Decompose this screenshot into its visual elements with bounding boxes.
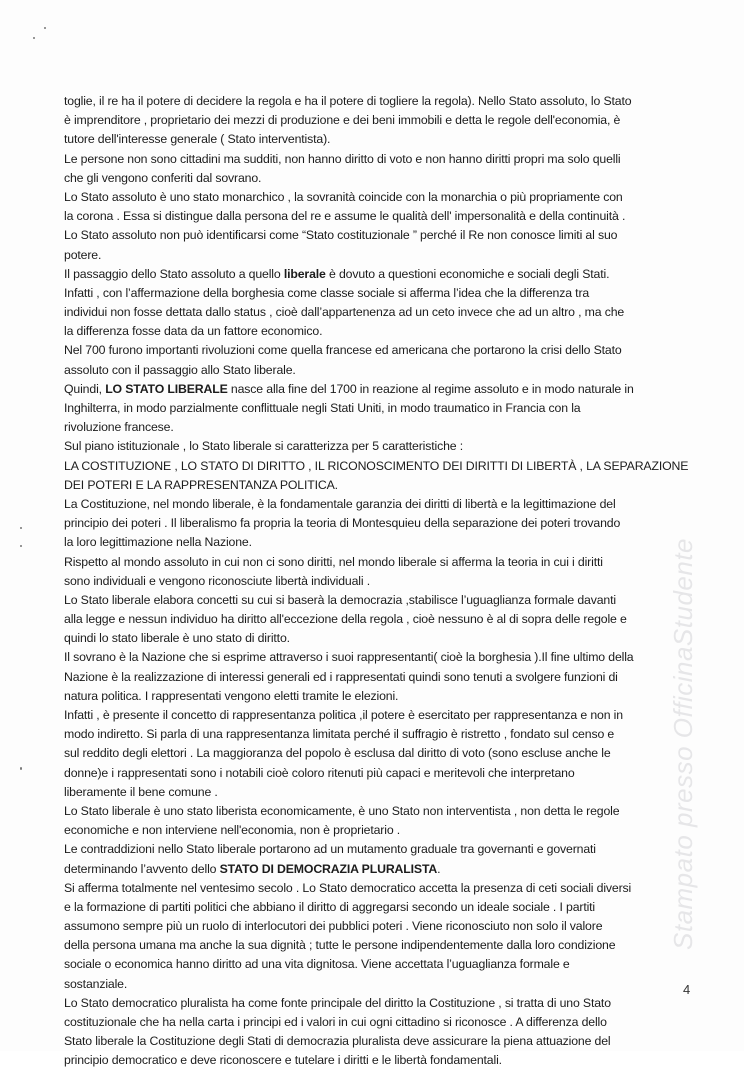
text-line <box>64 764 704 783</box>
text-line <box>64 879 704 898</box>
text-line <box>64 860 704 879</box>
text-line <box>64 629 704 648</box>
text-line <box>64 802 704 821</box>
text-line <box>64 457 704 476</box>
text-line <box>64 341 704 360</box>
text-segment: sociale o economica hanno diritto ad una vita dignitosa. Viene accettata l’uguaglianza formale e <box>64 957 570 972</box>
text-line <box>64 648 704 667</box>
bold-text-segment: LO STATO LIBERALE <box>105 381 228 396</box>
text-segment: Lo Stato liberale è uno stato liberista economicamente, è uno Stato non interventista , non detta le regole <box>64 803 620 818</box>
text-line <box>64 533 704 552</box>
text-segment: Quindi, <box>64 381 106 396</box>
bold-text-segment: liberale <box>283 266 326 281</box>
text-segment: principio dei poteri . Il liberalismo fa propria la teoria di Montesquieu della separazione dei poteri trovando <box>64 516 621 531</box>
text-segment: modo indiretto. Si parla di una rappresentanza limitata perché il suffragio è ristretto , fondato sul censo e <box>64 727 615 742</box>
body-text <box>64 92 704 1071</box>
page-number: 4 <box>683 982 691 997</box>
text-line <box>64 725 704 744</box>
text-segment: Le contraddizioni nello Stato liberale portarono ad un mutamento graduale tra governanti e governati <box>64 842 596 857</box>
text-line <box>64 111 704 130</box>
text-segment: DEI POTERI E LA RAPPRESENTANZA POLITICA. <box>64 477 338 492</box>
text-segment: è dovuto a questioni economiche e sociali degli Stati. <box>325 266 610 281</box>
text-segment: rivoluzione francese. <box>64 420 174 435</box>
scan-speck <box>20 767 22 770</box>
scan-speck <box>33 37 35 39</box>
text-line <box>64 591 704 610</box>
text-line <box>64 975 704 994</box>
text-line <box>64 840 704 859</box>
text-line <box>64 303 704 322</box>
text-segment: individui non fosse dettata dallo status , cioè dall’appartenenza ad un ceto invece che ad un altro , ma che <box>64 305 625 320</box>
text-line <box>64 917 704 936</box>
text-segment: economiche e non interviene nell'economia, non è proprietario . <box>64 823 401 838</box>
text-segment: Inghilterra, in modo parzialmente conflittuale negli Stati Uniti, in modo traumatico in Francia con la <box>64 401 581 415</box>
text-segment: sul reddito degli elettori . La maggioranza del popolo è esclusa dal diritto di voto (sono escluse anche le <box>64 746 611 761</box>
scan-speck <box>44 27 46 29</box>
text-segment: la differenza fosse data da un fattore economico. <box>64 324 323 339</box>
text-line <box>64 898 704 917</box>
text-segment: donne)e i rappresentati sono i notabili cioè coloro ritenuti più capaci e meritevoli che interpretano <box>64 765 575 780</box>
text-line <box>64 955 704 974</box>
text-segment: Stato liberale la Costituzione degli Stati di democrazia pluralista deve assicurare la piena attuazione del <box>64 1034 611 1049</box>
text-segment: Lo Stato democratico pluralista ha come fonte principale del diritto la Costituzione , si tratta di uno Stato <box>64 995 611 1010</box>
text-segment: e la formazione di partiti politici che abbiano il diritto di aggregarsi secondo un ideale sociale . I partiti <box>64 899 596 914</box>
text-segment: . <box>437 861 441 876</box>
text-line <box>64 936 704 955</box>
text-line <box>64 246 704 265</box>
text-line <box>64 399 704 418</box>
scan-speck <box>20 527 22 529</box>
text-segment: quindi lo stato liberale è uno stato di diritto. <box>64 631 290 646</box>
text-segment: liberamente il bene comune . <box>64 784 218 799</box>
text-segment: Il passaggio dello Stato assoluto a quello <box>64 266 284 281</box>
text-segment: La Costituzione, nel mondo liberale, è la fondamentale garanzia dei diritti di libertà e la legittimazione del <box>64 496 616 511</box>
text-segment: sostanziale. <box>64 976 128 991</box>
text-segment: nasce alla fine del 1700 in reazione al regime assoluto e in modo naturale in <box>227 381 634 396</box>
scan-speck <box>20 545 22 547</box>
text-line <box>64 284 704 303</box>
text-segment: Rispetto al mondo assoluto in cui non ci sono diritti, nel mondo liberale si afferma la teoria in cui i diritti <box>64 554 603 569</box>
text-segment: Lo Stato assoluto è uno stato monarchico , la sovranità coincide con la monarchia o più propriamente con <box>64 189 623 204</box>
text-segment: la corona . Essa si distingue dalla persona del re e assume le qualità dell' impersonalità e della continuità . <box>64 209 626 224</box>
text-line <box>64 207 704 226</box>
text-line <box>64 1032 704 1051</box>
text-segment: assumono sempre più un ruolo di interlocutori dei pubblici poteri . Viene riconosciuto non solo il valore <box>64 919 603 934</box>
text-line <box>64 572 704 591</box>
text-segment: Si afferma totalmente nel ventesimo secolo . Lo Stato democratico accetta la presenza di ceti sociali diversi <box>64 880 632 895</box>
text-line <box>64 514 704 533</box>
text-line <box>64 1051 704 1070</box>
text-segment: LA COSTITUZIONE , LO STATO DI DIRITTO , IL RICONOSCIMENTO DEI DIRITTI DI LIBERTÀ , LA SEPARAZIONE <box>64 458 689 473</box>
text-line <box>64 380 704 399</box>
text-segment: della persona umana ma anche la sua dignità ; tutte le persone indipendentemente dalla loro condizione <box>64 938 616 953</box>
text-line <box>64 265 704 284</box>
text-line <box>64 226 704 245</box>
text-segment: costituzionale che ha nella carta i principi ed i valori in cui ogni cittadino si riconosce . A differenza dello <box>64 1015 607 1029</box>
text-segment: è imprenditore , proprietario dei mezzi di produzione e dei beni immobili e detta le regole dell'economia, è <box>64 113 621 128</box>
text-line <box>64 821 704 840</box>
text-segment: Lo Stato assoluto non può identificarsi come “Stato costituzionale ” perché il Re non conosce limiti al suo <box>64 228 618 243</box>
watermark: Stampato presso OfficinaStudente <box>668 537 698 950</box>
text-segment: Nel 700 furono importanti rivoluzioni come quella francese ed americana che portarono la crisi dello Stato <box>64 343 622 358</box>
text-line <box>64 476 704 495</box>
text-segment: sono individuali e vengono riconosciute libertà individuali . <box>64 573 370 588</box>
text-line <box>64 553 704 572</box>
text-segment: Nazione è la realizzazione di interessi generali ed i rappresentati quindi sono tenuti a svolgere funzioni di <box>64 669 618 684</box>
text-segment: tutore dell'interesse generale ( Stato interventista). <box>64 132 331 147</box>
text-line <box>64 668 704 687</box>
text-line <box>64 1013 704 1032</box>
text-line <box>64 744 704 763</box>
text-segment: natura politica. I rappresentati vengono eletti tramite le elezioni. <box>64 688 399 703</box>
text-segment: Lo Stato liberale elabora concetti su cui si baserà la democrazia ,stabilisce l’uguaglianza formale davanti <box>64 592 616 607</box>
text-line <box>64 361 704 380</box>
text-line <box>64 130 704 149</box>
text-segment: Il sovrano è la Nazione che si esprime attraverso i suoi rappresentanti( cioè la borghesia ).Il fine ultimo della <box>64 650 634 665</box>
bold-text-segment: STATO DI DEMOCRAZIA PLURALISTA <box>219 861 438 876</box>
text-segment: assoluto con il passaggio allo Stato liberale. <box>64 362 296 377</box>
text-line <box>64 706 704 725</box>
text-segment: determinando l’avvento dello <box>64 861 220 876</box>
text-segment: alla legge e nessun individuo ha diritto all'eccezione della regola , cioè nessuno è al di sopra delle regole e <box>64 612 627 627</box>
text-segment: principio democratico e deve riconoscere e tutelare i diritti e le libertà fondamentali. <box>64 1053 502 1068</box>
text-line <box>64 322 704 341</box>
text-line <box>64 437 704 456</box>
text-line <box>64 610 704 629</box>
text-segment: Sul piano istituzionale , lo Stato liberale si caratterizza per 5 caratteristiche : <box>64 439 464 454</box>
text-segment: che gli vengono conferiti dal sovrano. <box>64 170 262 185</box>
text-segment: la loro legittimazione nella Nazione. <box>64 535 252 550</box>
text-segment: Le persone non sono cittadini ma sudditi, non hanno diritto di voto e non hanno diritti propri ma solo quelli <box>64 151 621 166</box>
text-line <box>64 994 704 1013</box>
text-segment: Infatti , con l’affermazione della borghesia come classe sociale si afferma l’idea che la differenza tra <box>64 285 590 300</box>
text-segment: potere. <box>64 247 102 262</box>
text-line <box>64 150 704 169</box>
text-line <box>64 92 704 111</box>
text-segment: Infatti , è presente il concetto di rappresentanza politica ,il potere è esercitato per rappresentanza e non in <box>64 708 623 722</box>
text-line <box>64 169 704 188</box>
text-line <box>64 188 704 207</box>
text-line <box>64 687 704 706</box>
text-line <box>64 783 704 802</box>
text-line <box>64 418 704 437</box>
text-segment: toglie, il re ha il potere di decidere la regola e ha il potere di togliere la regola). Nello Stato assoluto, lo Stato <box>64 94 632 108</box>
text-line <box>64 495 704 514</box>
